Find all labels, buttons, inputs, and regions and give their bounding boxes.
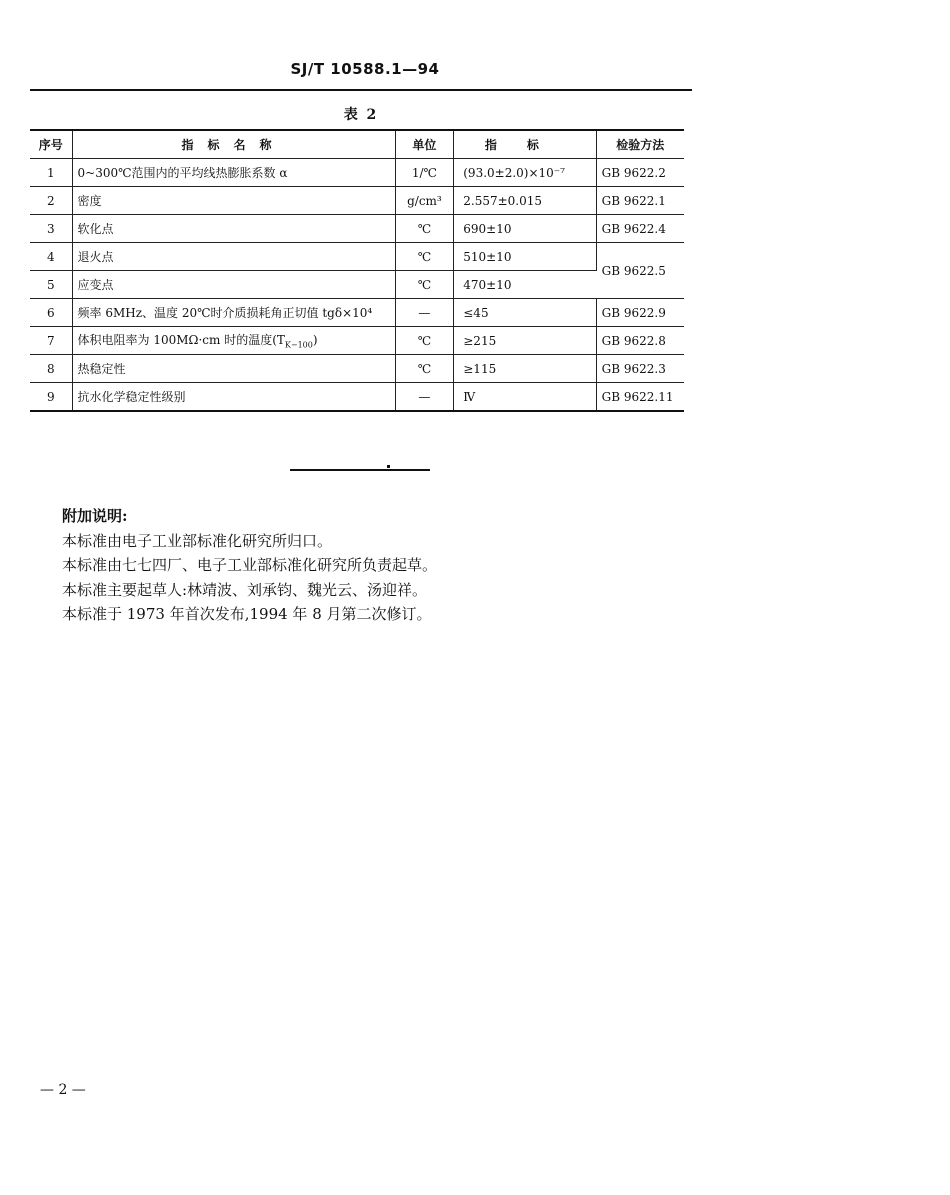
notes-line: 本标准于 1973 年首次发布,1994 年 8 月第二次修订。 xyxy=(62,605,432,623)
column-header-no: 序号 xyxy=(30,130,72,159)
cell-no: 7 xyxy=(30,327,72,355)
cell-unit: ℃ xyxy=(395,215,454,243)
cell-unit: — xyxy=(395,383,454,412)
cell-index: ≥115 xyxy=(454,355,596,383)
cell-method: GB 9622.8 xyxy=(596,327,684,355)
table-row xyxy=(30,187,684,215)
cell-index: Ⅳ xyxy=(454,383,596,412)
notes-line: 本标准由七七四厂、电子工业部标准化研究所负责起草。 xyxy=(62,556,438,574)
cell-name: 抗水化学稳定性级别 xyxy=(72,383,395,412)
cell-index: 690±10 xyxy=(454,215,596,243)
cell-name: 软化点 xyxy=(72,215,395,243)
cell-name: 退火点 xyxy=(72,243,395,271)
cell-index: 510±10 xyxy=(454,243,596,271)
cell-index: ≥215 xyxy=(454,327,596,355)
cell-method: GB 9622.4 xyxy=(596,215,684,243)
cell-unit: — xyxy=(395,299,454,327)
cell-method: GB 9622.11 xyxy=(596,383,684,412)
cell-no: 4 xyxy=(30,243,72,271)
cell-name-end: ) xyxy=(312,333,318,348)
cell-no: 2 xyxy=(30,187,72,215)
cell-name-subscript: K−100 xyxy=(284,340,313,350)
cell-method: GB 9622.5 xyxy=(596,243,684,299)
column-header-name: 指标名称 xyxy=(72,130,395,159)
cell-unit: ℃ xyxy=(395,327,454,355)
column-header-method: 检验方法 xyxy=(596,130,684,159)
cell-index: (93.0±2.0)×10⁻⁷ xyxy=(454,159,596,187)
cell-name xyxy=(72,327,395,355)
table-header-row xyxy=(30,130,684,159)
cell-no: 8 xyxy=(30,355,72,383)
cell-no: 5 xyxy=(30,271,72,299)
cell-method: GB 9622.9 xyxy=(596,299,684,327)
table-row xyxy=(30,299,684,327)
cell-unit: ℃ xyxy=(395,243,454,271)
specification-table xyxy=(30,129,684,412)
cell-unit: ℃ xyxy=(395,271,454,299)
cell-index: 470±10 xyxy=(454,271,596,299)
cell-name: 应变点 xyxy=(72,271,395,299)
table-row xyxy=(30,383,684,412)
column-header-unit: 单位 xyxy=(395,130,454,159)
cell-name-text: 体积电阻率为 100MΩ·cm 时的温度(T xyxy=(77,333,285,348)
table-row xyxy=(30,271,684,299)
notes-line: 本标准由电子工业部标准化研究所归口。 xyxy=(62,531,333,550)
cell-no: 9 xyxy=(30,383,72,412)
cell-method: GB 9622.1 xyxy=(596,187,684,215)
table-caption: 表 2 xyxy=(343,107,379,123)
cell-no: 6 xyxy=(30,299,72,327)
table-row xyxy=(30,215,684,243)
cell-unit: 1/℃ xyxy=(395,159,454,187)
page-number: — 2 — xyxy=(40,1082,86,1098)
end-rule-dot xyxy=(387,465,390,468)
cell-index: 2.557±0.015 xyxy=(454,187,596,215)
table-row xyxy=(30,327,684,355)
standard-code: SJ/T 10588.1—94 xyxy=(290,60,440,78)
cell-method: GB 9622.2 xyxy=(596,159,684,187)
cell-name: 热稳定性 xyxy=(72,355,395,383)
cell-name: 频率 6MHz、温度 20℃时介质损耗角正切值 tgδ×10⁴ xyxy=(72,299,395,327)
header-rule xyxy=(30,89,692,91)
cell-name: 0~300℃范围内的平均线热膨胀系数 α xyxy=(72,159,395,187)
end-of-table-rule xyxy=(290,469,430,471)
column-header-index: 指标 xyxy=(454,130,596,159)
cell-name: 密度 xyxy=(72,187,395,215)
cell-no: 1 xyxy=(30,159,72,187)
table-row xyxy=(30,243,684,271)
cell-unit: g/cm³ xyxy=(395,187,454,215)
cell-index: ≤45 xyxy=(454,299,596,327)
cell-unit: ℃ xyxy=(395,355,454,383)
additional-notes xyxy=(62,504,437,627)
cell-no: 3 xyxy=(30,215,72,243)
notes-title: 附加说明: xyxy=(62,507,128,525)
table-row xyxy=(30,159,684,187)
notes-line: 本标准主要起草人:林靖波、刘承钧、魏光云、汤迎祥。 xyxy=(62,580,428,599)
table-row xyxy=(30,355,684,383)
cell-method: GB 9622.3 xyxy=(596,355,684,383)
